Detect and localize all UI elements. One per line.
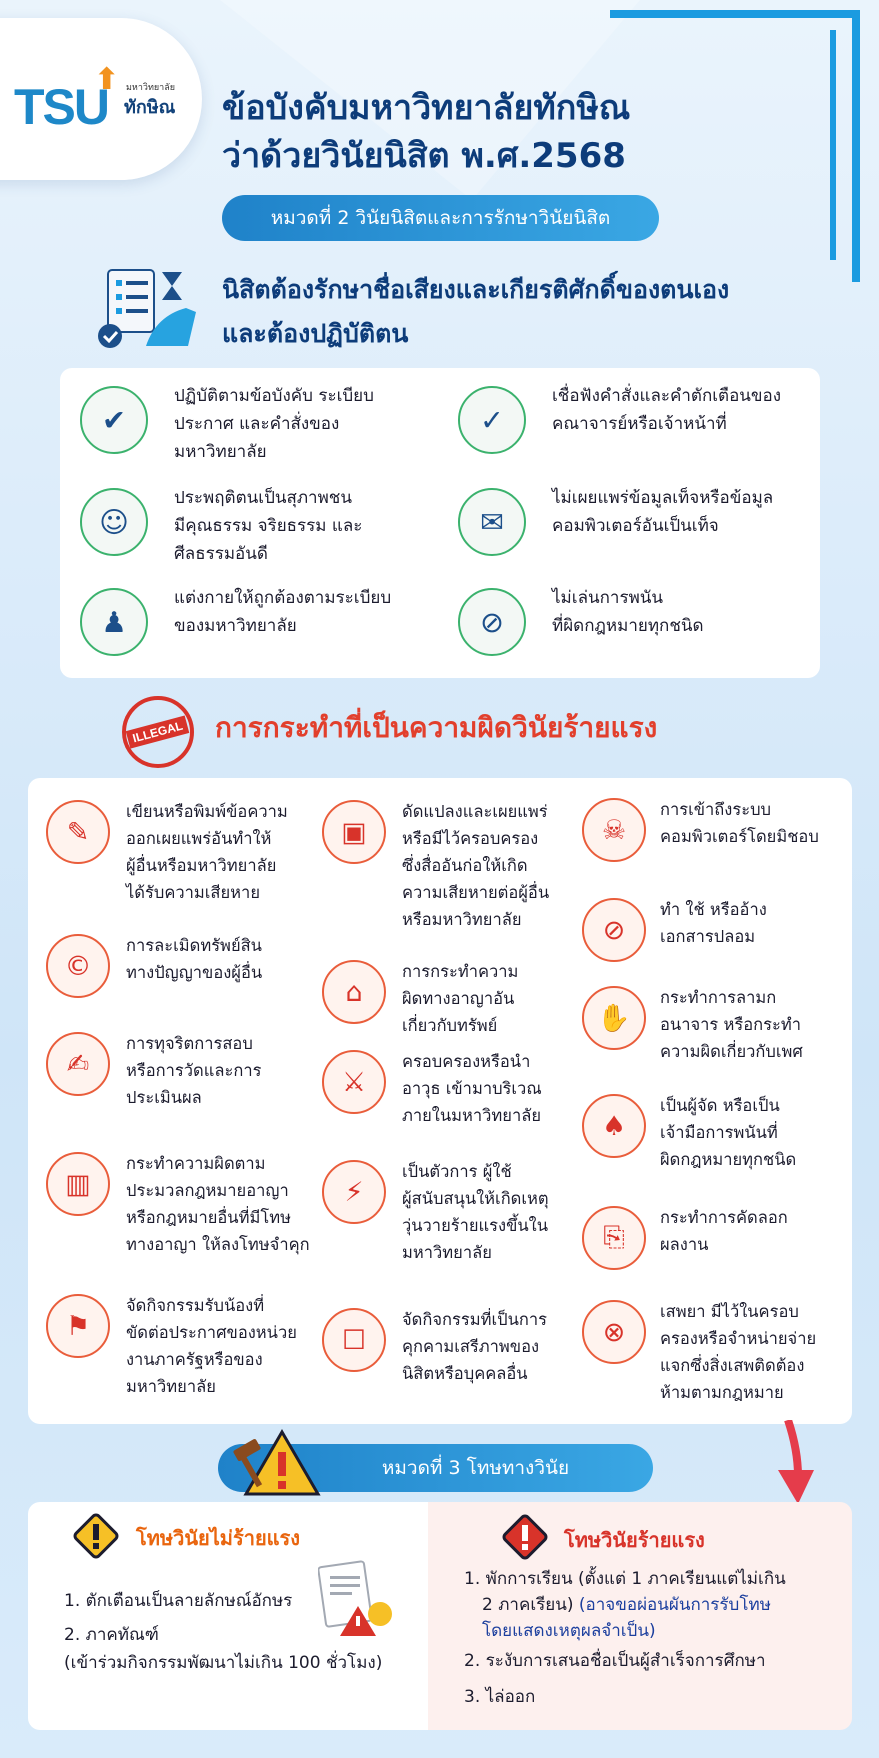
offense-line: ทำ ใช้ หรืออ้าง	[660, 900, 767, 919]
severe-penalty-heading: โทษวินัยร้ายแรง	[564, 1528, 705, 1552]
duties-heading	[222, 268, 729, 356]
offense-line: งานภาครัฐหรือของ	[126, 1350, 263, 1369]
document-warning-icon	[318, 1560, 400, 1638]
duty-line: มหาวิทยาลัย	[174, 442, 267, 462]
offense-text	[126, 1030, 261, 1111]
offense-line: ผู้อื่นหรือมหาวิทยาลัย	[126, 856, 277, 875]
offense-line: ห้ามตามกฎหมาย	[660, 1383, 784, 1402]
offense-text	[660, 1298, 816, 1406]
title-line-1: ข้อบังคับมหาวิทยาลัยทักษิณ	[222, 88, 631, 128]
harassment-icon: ✋	[582, 986, 646, 1050]
warning-diamond-icon	[72, 1512, 120, 1560]
offense-text	[402, 1158, 549, 1266]
offense-text	[402, 798, 549, 933]
minor-penalty-item-1: 1. ตักเตือนเป็นลายลักษณ์อักษร	[64, 1591, 293, 1611]
gambling-host-icon: ♠	[582, 1094, 646, 1158]
duty-line: ที่ผิดกฎหมายทุกชนิด	[552, 616, 704, 636]
offense-line: มหาวิทยาลัย	[402, 1243, 492, 1262]
duty-text	[174, 584, 391, 640]
offense-text	[126, 932, 262, 986]
no-weapon-icon: ⚔	[322, 1050, 386, 1114]
offense-line: คอมพิวเตอร์โดยมิชอบ	[660, 827, 819, 846]
severe-penalty-item-1-line-2-text: 2 ภาคเรียน)	[482, 1595, 574, 1615]
offense-line: เป็นผู้จัด หรือเป็น	[660, 1096, 780, 1115]
minor-penalty-item-2-note: (เข้าร่วมกิจกรรมพัฒนาไม่เกิน 100 ชั่วโมง)	[64, 1653, 383, 1673]
good-person-icon: ☺	[80, 488, 148, 556]
title-line-2: ว่าด้วยวินัยนิสิต พ.ศ.2568	[222, 136, 626, 176]
offense-line: เป็นตัวการ ผู้ใช้	[402, 1162, 512, 1181]
duty-text	[174, 382, 374, 466]
offense-line: ออกเผยแพร่อันทำให้	[126, 829, 272, 848]
corner-frame	[610, 10, 860, 282]
offense-line: ภายในมหาวิทยาลัย	[402, 1106, 542, 1125]
offense-line: ผิดกฎหมายทุกชนิด	[660, 1150, 797, 1169]
duty-line: แต่งกายให้ถูกต้องตามระเบียบ	[174, 588, 392, 608]
offense-line: จัดกิจกรรมที่เป็นการ	[402, 1310, 548, 1329]
duty-text	[552, 484, 773, 540]
offense-line: ขัดต่อประกาศของหน่วย	[126, 1323, 297, 1342]
offense-line: ครองหรือจำหน่ายจ่าย	[660, 1329, 817, 1348]
offense-line: กระทำการลามก	[660, 988, 777, 1007]
clipboard-hand-icon	[96, 266, 204, 350]
offense-line: ทางปัญญาของผู้อื่น	[126, 963, 263, 982]
severe-penalty-item-2: 2. ระงับการเสนอชื่อเป็นผู้สำเร็จการศึกษา	[464, 1651, 766, 1671]
duty-line: ประพฤติตนเป็นสุภาพชน	[174, 488, 352, 508]
offense-line: อาวุธ เข้ามาบริเวณ	[402, 1079, 542, 1098]
duty-line: ไม่เล่นการพนัน	[552, 588, 664, 608]
offense-line: กระทำการคัดลอก	[660, 1208, 788, 1227]
offense-line: ครอบครองหรือนำ	[402, 1052, 531, 1071]
media-tamper-icon: ▣	[322, 800, 386, 864]
hacker-icon: ☠	[582, 798, 646, 862]
duty-line: เชื่อฟังคำสั่งและคำตักเตือนของ	[552, 386, 782, 406]
severe-penalty-item-1-line-1: 1. พักการเรียน (ตั้งแต่ 1 ภาคเรียนแต่ไม่เกิน	[464, 1569, 786, 1589]
logo-caption: มหาวิทยาลัย	[126, 83, 176, 93]
offense-line: เอกสารปลอม	[660, 927, 756, 946]
offense-line: ดัดแปลงและเผยแพร่	[402, 802, 548, 821]
offense-line: มหาวิทยาลัย	[126, 1377, 216, 1396]
offense-line: ผลงาน	[660, 1235, 709, 1254]
logo-wordmark: TSU	[14, 79, 108, 135]
offense-line: หรือการวัดและการ	[126, 1061, 262, 1080]
duty-line: ศีลธรรมอันดี	[174, 544, 268, 564]
severe-penalty-item-3: 3. ไล่ออก	[464, 1687, 536, 1707]
offense-text	[126, 1292, 297, 1400]
danger-diamond-icon	[500, 1512, 550, 1562]
severe-penalty-item-1-line-2	[464, 1592, 786, 1618]
duty-line: ของมหาวิทยาลัย	[174, 616, 297, 636]
offense-text	[402, 958, 518, 1039]
duty-text	[174, 484, 362, 568]
offense-line: หรือมหาวิทยาลัย	[402, 910, 522, 929]
duties-heading-line-1: นิสิตต้องรักษาชื่อเสียงและเกียรติศักดิ์ของตนเอง	[222, 275, 730, 304]
severe-penalty-item-1	[464, 1566, 786, 1644]
offense-line: การเข้าถึงระบบ	[660, 800, 772, 819]
no-gambling-icon: ⊘	[458, 588, 526, 656]
offense-line: ผู้สนับสนุนให้เกิดเหตุ	[402, 1189, 549, 1208]
offense-text	[660, 984, 803, 1065]
offense-line: ผิดทางอาญาอัน	[402, 989, 515, 1008]
page-title	[222, 84, 630, 180]
illegal-stamp-text: ILLEGAL	[126, 715, 190, 748]
offense-line: ความเสียหายต่อผู้อื่น	[402, 883, 550, 902]
offense-line: ซึ่งสื่ออันก่อให้เกิด	[402, 856, 528, 875]
fake-news-icon: ✉	[458, 488, 526, 556]
offense-line: หรือมีไว้ครอบครอง	[402, 829, 539, 848]
offense-text	[402, 1048, 542, 1129]
checklist-icon: ✔	[80, 386, 148, 454]
offense-line: เจ้ามือการพนันที่	[660, 1123, 778, 1142]
duty-line: คณาจารย์หรือเจ้าหน้าที่	[552, 414, 727, 434]
illegal-stamp	[122, 696, 194, 768]
offense-text	[660, 896, 767, 950]
offense-text	[660, 1092, 796, 1173]
no-drugs-icon: ⊗	[582, 1300, 646, 1364]
chapter2-pill: หมวดที่ 2 วินัยนิสิตและการรักษาวินัยนิสิต	[222, 195, 659, 241]
offense-line: กระทำความผิดตาม	[126, 1154, 266, 1173]
minor-penalty-heading: โทษวินัยไม่ร้ายแรง	[136, 1526, 301, 1550]
offense-line: ประเมินผล	[126, 1088, 202, 1107]
offense-line: เสพยา มีไว้ในครอบ	[660, 1302, 799, 1321]
duties-heading-line-2: และต้องปฏิบัติตน	[222, 319, 409, 348]
duty-line: มีคุณธรรม จริยธรรม และ	[174, 516, 363, 536]
duty-line: ประกาศ และคำสั่งของ	[174, 414, 340, 434]
uniform-icon: ♟	[80, 588, 148, 656]
offense-line: จัดกิจกรรมรับน้องที่	[126, 1296, 265, 1315]
duty-line: คอมพิวเตอร์อันเป็นเท็จ	[552, 516, 719, 536]
offense-text	[660, 1204, 788, 1258]
no-copyright-icon: ©	[46, 934, 110, 998]
offense-text	[660, 796, 819, 850]
defamation-icon: ✎	[46, 800, 110, 864]
property-crime-icon: ⌂	[322, 960, 386, 1024]
duty-text	[552, 584, 704, 640]
minor-penalty-item-2: 2. ภาคทัณฑ์	[64, 1625, 159, 1645]
logo-thai-name: ทักษิณ	[124, 97, 176, 118]
fake-document-icon: ⊘	[582, 898, 646, 962]
offense-line: การกระทำความ	[402, 962, 519, 981]
offense-line: นิสิตหรือบุคคลอื่น	[402, 1364, 528, 1383]
offense-line: แจกซึ่งสิ่งเสพติดต้อง	[660, 1356, 805, 1375]
gavel-warning-icon	[232, 1426, 322, 1502]
severe-penalty-item-1-note-b: โดยแสดงเหตุผลจำเป็น)	[482, 1621, 656, 1641]
duty-line: ไม่เผยแพร่ข้อมูลเท็จหรือข้อมูล	[552, 488, 774, 508]
arrow-down-icon	[770, 1420, 820, 1510]
severe-penalty-item-1-note-a: (อาจขอผ่อนผันการรับโทษ	[578, 1595, 771, 1615]
offense-text	[126, 1150, 310, 1258]
duty-text	[552, 382, 781, 438]
freedom-threat-icon: ☐	[322, 1308, 386, 1372]
serious-offenses-heading: การกระทำที่เป็นความผิดวินัยร้ายแรง	[215, 711, 658, 744]
prison-icon: ▥	[46, 1152, 110, 1216]
chat-check-icon: ✓	[458, 386, 526, 454]
no-riot-icon: ⚡	[322, 1160, 386, 1224]
offense-line: ทางอาญา ให้ลงโทษจำคุก	[126, 1235, 310, 1254]
duty-line: ปฏิบัติตามข้อบังคับ ระเบียบ	[174, 386, 374, 406]
offense-line: ได้รับความเสียหาย	[126, 883, 260, 902]
arrow-up-icon: ⬆	[94, 62, 120, 97]
offense-text	[402, 1306, 547, 1387]
offense-text	[126, 798, 288, 906]
offense-line: วุ่นวายร้ายแรงขึ้นใน	[402, 1216, 548, 1235]
offense-line: ประมวลกฎหมายอาญา	[126, 1181, 289, 1200]
chapter3-pill: หมวดที่ 3 โทษทางวินัย	[218, 1444, 653, 1492]
exam-cheat-icon: ✍	[46, 1032, 110, 1096]
offense-line: หรือกฎหมายอื่นที่มีโทษ	[126, 1208, 291, 1227]
offense-line: การละเมิดทรัพย์สิน	[126, 936, 262, 955]
plagiarism-icon: ⎘	[582, 1206, 646, 1270]
offense-line: ความผิดเกี่ยวกับเพศ	[660, 1042, 803, 1061]
offense-line: คุกคามเสรีภาพของ	[402, 1337, 540, 1356]
corner-frame-inner	[830, 30, 836, 260]
offense-line: การทุจริตการสอบ	[126, 1034, 253, 1053]
offense-line: เกี่ยวกับทรัพย์	[402, 1016, 498, 1035]
offense-line: เขียนหรือพิมพ์ข้อความ	[126, 802, 288, 821]
no-hazing-icon: ⚑	[46, 1294, 110, 1358]
offense-line: อนาจาร หรือกระทำ	[660, 1015, 801, 1034]
